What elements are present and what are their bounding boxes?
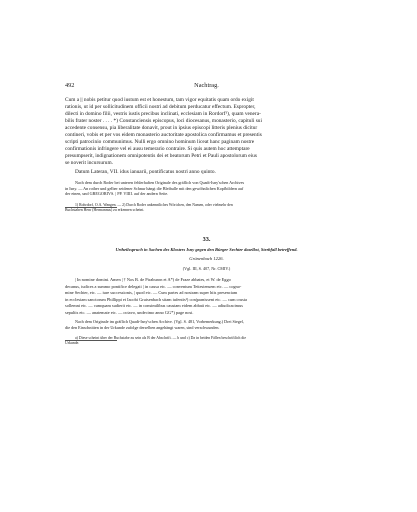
source-note-line: die den Einschnitten in der Urkunde zufolge derselben angehängt waren, sind verschwunden. <box>65 324 220 330</box>
source-note-line: in Isny. — An rother und gelber seidener Schnur hängt die Bleibulle mit den gewöhnlichen Kopfbildern auf <box>65 185 244 191</box>
page-header <box>65 82 348 91</box>
footnote-line: Buchstaben Henr (Hermannus) zu erkennen scheint. <box>65 208 145 212</box>
source-note-line: der einen, und GREGORIVS. | PP. VIIII. auf der andern Seite. <box>65 191 169 196</box>
body-line: sepultis etc. — anatemate etc. — octavo, undecimo anno GG*) page nosi. <box>65 309 194 315</box>
body-line: confirmationis infringere vel ei ausu temerario contraire. Si quis autem hoc attemptare <box>65 146 250 152</box>
body-line: dilecti in domino filii, vestris iustis precibus inclinati, ecclesiam in Rordorf¹), quam venera- <box>65 111 261 117</box>
body-line: contineri, vobis et per vos eidem monasterio auctoritate apostolica confirmamus et presentis <box>65 132 262 138</box>
body-line: decanus, iudices a summo pontifice delegati | in causa etc. — conventum Tettestensem etc. — cogno- <box>65 283 242 289</box>
body-line: | In nomine domini. Amen | † Nos B. de Piraburon et A*) de Fraze abbates, et W. de Eggo <box>75 277 231 282</box>
footnote-line: 1) Rohrdorf, O.A. Wangen. — 2) Durch Roder unkenntliches Wörtchen, den Namen, oder vielmehr den <box>75 203 233 207</box>
page-number: 492 <box>65 82 75 89</box>
body-line: rationis, ut id per sollicitudinem officii nostri ad debitum perducatur effectum. Espropter, <box>65 104 256 110</box>
footnote-line: Urkunde. <box>65 341 80 345</box>
document-date: Grünenbach 1226. <box>189 256 224 261</box>
body-line: bilis frater noster . . . . *) Constanciensis episcopus, loci diocesanus, monasterio, capituli sui <box>65 118 262 124</box>
footnote-line: a) Diese scheint über der Buchstabe zu sein als B der Abschrift. — b und c) Da in beiden Fällen beschriftlich die <box>75 336 247 340</box>
dating-line: Datum Lateran, VII. idus ianuarii, pontificatus nostri anno quinto. <box>75 169 216 175</box>
body-line: scripti patrocinio communimus. Nulli ergo omnino hominum liceat hanc paginam nostre <box>65 139 255 145</box>
source-note-line: Nach dem Originale im gräflich Quadt-Isny'schen Archive. (Vgl. S. 481, Vorbemerkung.) Drei Siegel, <box>75 319 244 324</box>
running-title: Nachtrag. <box>194 82 219 89</box>
document-reference: (Vgl. III, S. 407, Nr. CMIV.) <box>182 266 231 271</box>
body-line: Cum a || nobis petitur quod iustum est et honestum, tam vigor equitatis quam ordo exigit <box>65 97 254 103</box>
body-line: mine Sechter, etc. — iure successionis, | quod etc. — Cum partes ad nostram super hiis presenciam <box>65 290 238 295</box>
document-title: Urtheilsspruch in Sachen des Klosters Isny gegen den Bürger Sechter daselbst, Sterbfall betreffend. <box>115 247 298 252</box>
body-line: sollemni etc. — cumquam sudierit etc. — in consimilibus caustam eidem abbati etc. — adiudicacimus <box>65 303 243 308</box>
source-note-line: Nach dem durch Roder bei unteren fehlerhaften Originale des gräflich von Quadt-Isny'schen Archives <box>75 180 245 185</box>
document-number: 33. <box>202 236 211 243</box>
body-line: presumpserit, indignationem omnipotentis dei et beatorum Petri et Pauli apostolorum eius <box>65 153 257 159</box>
body-line: accedente consensu, pia liberalitate donavit, prout in ipsius episcopi litteris plenius dicitur <box>65 125 258 131</box>
body-line: in ecclesiam sanctorum Phillippi et Iacobi Gruisenbach sitam iufentis¹) con|parnissent etc. — cum crusta <box>65 296 247 302</box>
body-line: se noverit incursurum. <box>65 160 113 166</box>
